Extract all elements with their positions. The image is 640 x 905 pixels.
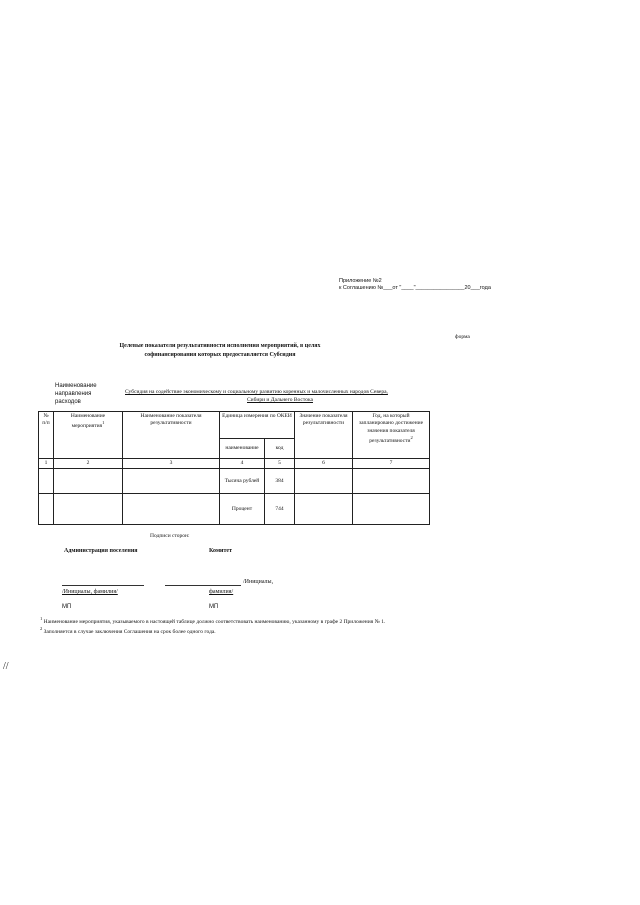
- column-number: 6: [295, 459, 353, 469]
- form-label: форма: [455, 334, 470, 340]
- cell-indicator: [123, 494, 220, 525]
- agreement-reference: к Соглашению №___от "____"________________20___года: [339, 285, 491, 291]
- footnote-ref-1: 1: [102, 420, 105, 426]
- document-title-line2: софинансирования которых предоставляется Субсидия: [144, 352, 296, 358]
- indicators-table: [38, 411, 430, 525]
- header-year: Год, на который запланировано достижение значения показателя результативности$^2$: [353, 412, 430, 459]
- cell-value: [295, 494, 353, 525]
- cell-value: [295, 469, 353, 494]
- cell-num: [39, 469, 54, 494]
- header-unit-name: наименование: [220, 439, 265, 459]
- party1-name: Администрация поселения: [64, 548, 138, 554]
- column-number: 7: [353, 459, 430, 469]
- appendix-label: Приложение №2: [339, 278, 382, 284]
- cell-unit-code: 384: [265, 469, 295, 494]
- footnote-1: [40, 616, 385, 625]
- header-unit-code: код: [265, 439, 295, 459]
- column-number: 2: [54, 459, 123, 469]
- cell-num: [39, 494, 54, 525]
- cell-year: [353, 494, 430, 525]
- cell-indicator: [123, 469, 220, 494]
- expense-direction-label-3: расходов: [55, 399, 81, 405]
- footnote-2-marker: 2: [40, 626, 43, 631]
- cell-year: [353, 469, 430, 494]
- table-row: [39, 494, 430, 525]
- expense-direction-value-1: Субсидия на содействие экономическому и социальному развитию коренных и малочисленных народов Севера,: [125, 389, 388, 395]
- party2-name: Комитет: [209, 548, 233, 554]
- party2-sign-caption-b: фамилия/: [209, 589, 234, 595]
- column-number: 4: [220, 459, 265, 469]
- signatures-caption: Подписи сторон:: [150, 533, 190, 539]
- party2-stamp: МП: [209, 604, 219, 610]
- party2-signature-line: [165, 585, 241, 586]
- header-value: Значение показателя результативности: [295, 412, 353, 459]
- header-unit: Единица измерения по ОКЕИ: [220, 412, 295, 439]
- footnote-ref-2: 2: [410, 435, 413, 441]
- header-indicator: Наименование показателя результативности: [123, 412, 220, 459]
- column-number: 3: [123, 459, 220, 469]
- expense-direction-value-2: Сибири и Дальнего Востока: [247, 397, 313, 403]
- column-number: 1: [39, 459, 54, 469]
- cell-event: [54, 469, 123, 494]
- margin-mark: //: [3, 661, 9, 672]
- footnote-2-text: Заполняется в случае заключения Соглашения на срок более одного года.: [43, 628, 216, 635]
- table-row: [39, 469, 430, 494]
- expense-direction-label-1: Наименование: [55, 383, 97, 389]
- header-num: № п/п: [39, 412, 54, 459]
- document-title-line1: Целевые показатели результативности исполнения мероприятий, в целях: [119, 343, 321, 349]
- cell-unit-name: Процент: [220, 494, 265, 525]
- cell-event: [54, 494, 123, 525]
- footnote-2: [40, 626, 216, 635]
- column-number-row: [39, 459, 430, 469]
- footnote-1-text: Наименование мероприятия, указываемого в настоящей таблице должно соответствовать наименованию, указанному в графе 2 Приложения № 1.: [43, 618, 386, 625]
- party1-stamp: МП: [62, 604, 72, 610]
- party1-signature-line: [62, 585, 144, 586]
- table-header-row: [39, 412, 430, 439]
- column-number: 5: [265, 459, 295, 469]
- expense-direction-label-2: направления: [55, 391, 92, 397]
- cell-unit-code: 744: [265, 494, 295, 525]
- party2-sign-caption-a: /Инициалы,: [243, 579, 274, 585]
- header-event: Наименование мероприятия$^1$: [54, 412, 123, 459]
- party1-sign-caption: /Инициалы, фамилия/: [62, 589, 118, 595]
- footnote-1-marker: 1: [40, 616, 43, 621]
- cell-unit-name: Тысяча рублей: [220, 469, 265, 494]
